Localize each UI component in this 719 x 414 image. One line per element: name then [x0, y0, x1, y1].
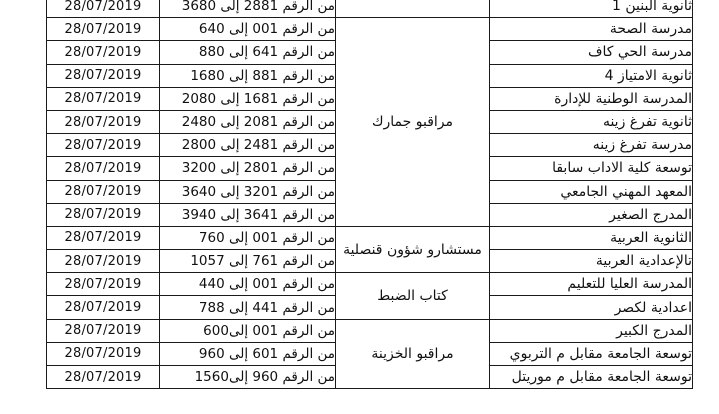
exam-date-cell: 28/07/2019 — [47, 226, 160, 249]
exam-center-name-cell: الثانوية العربية — [490, 226, 693, 249]
exam-date-cell: 28/07/2019 — [47, 342, 160, 365]
candidate-range-cell: من الرقم 2481 إلى 2800 — [160, 134, 336, 157]
candidate-range-cell: من الرقم 960 إلى1560 — [160, 366, 336, 389]
exam-center-name-cell: ثانوية البنين 1 — [490, 0, 693, 18]
competition-group-cell: كتاب الضبط — [336, 273, 490, 319]
exam-center-name-cell: توسعة كلية الاداب سابقا — [490, 157, 693, 180]
exam-center-name-cell: توسعة الجامعة مقابل م التربوي — [490, 342, 693, 365]
exam-center-name-cell: مدرسة الصحة — [490, 18, 693, 41]
table-row — [47, 0, 693, 18]
exam-date-cell: 28/07/2019 — [47, 250, 160, 273]
table-body — [47, 0, 693, 389]
competition-group-cell: مراقبو الخزينة — [336, 319, 490, 389]
table-row — [47, 226, 693, 249]
competition-group-cell: مستشارو شؤون قنصلية — [336, 226, 490, 272]
candidate-range-cell: من الرقم 441 إلى 788 — [160, 296, 336, 319]
exam-center-name-cell: المدرج الصغير — [490, 203, 693, 226]
exam-center-name-cell: مدرسة تفرغ زينه — [490, 134, 693, 157]
exam-date-cell: 28/07/2019 — [47, 273, 160, 296]
candidate-range-cell: من الرقم 601 إلى 960 — [160, 342, 336, 365]
competition-group-cell — [336, 0, 490, 18]
exam-date-cell: 28/07/2019 — [47, 134, 160, 157]
exam-date-cell: 28/07/2019 — [47, 41, 160, 64]
candidate-range-cell: من الرقم 3201 إلى 3640 — [160, 180, 336, 203]
candidate-range-cell: من الرقم 001 إلى 440 — [160, 273, 336, 296]
exam-center-name-cell: المدرج الكبير — [490, 319, 693, 342]
candidate-range-cell: من الرقم 1681 إلى 2080 — [160, 87, 336, 110]
candidate-range-cell: من الرقم 001 إلى 640 — [160, 18, 336, 41]
candidate-range-cell: من الرقم 2801 إلى 3200 — [160, 157, 336, 180]
exam-center-name-cell: توسعة الجامعة مقابل م موريتل — [490, 366, 693, 389]
candidate-range-cell: من الرقم 001 إلى 760 — [160, 226, 336, 249]
exam-date-cell: 28/07/2019 — [47, 296, 160, 319]
exam-date-cell: 28/07/2019 — [47, 319, 160, 342]
exam-centers-table — [46, 0, 693, 389]
exam-date-cell: 28/07/2019 — [47, 180, 160, 203]
candidate-range-cell: من الرقم 3641 إلى 3940 — [160, 203, 336, 226]
table-row — [47, 273, 693, 296]
exam-center-name-cell: ثانوية تفرغ زينه — [490, 110, 693, 133]
exam-center-name-cell: المعهد المهني الجامعي — [490, 180, 693, 203]
candidate-range-cell: من الرقم 641 إلى 880 — [160, 41, 336, 64]
exam-date-cell: 28/07/2019 — [47, 110, 160, 133]
candidate-range-cell: من الرقم 001 إلى600 — [160, 319, 336, 342]
exam-center-name-cell: المدرسة العليا للتعليم — [490, 273, 693, 296]
exam-center-name-cell: مدرسة الحي كاف — [490, 41, 693, 64]
exam-date-cell: 28/07/2019 — [47, 64, 160, 87]
exam-date-cell: 28/07/2019 — [47, 87, 160, 110]
exam-date-cell: 28/07/2019 — [47, 0, 160, 18]
exam-center-name-cell: تالإعدادية العربية — [490, 250, 693, 273]
candidate-range-cell: من الرقم 2881 إلى 3680 — [160, 0, 336, 18]
candidate-range-cell: من الرقم 761 إلى 1057 — [160, 250, 336, 273]
exam-date-cell: 28/07/2019 — [47, 203, 160, 226]
exam-center-name-cell: المدرسة الوطنية للإدارة — [490, 87, 693, 110]
exam-date-cell: 28/07/2019 — [47, 366, 160, 389]
exam-date-cell: 28/07/2019 — [47, 18, 160, 41]
candidate-range-cell: من الرقم 2081 إلى 2480 — [160, 110, 336, 133]
table-row — [47, 319, 693, 342]
candidate-range-cell: من الرقم 881 إلى 1680 — [160, 64, 336, 87]
exam-date-cell: 28/07/2019 — [47, 157, 160, 180]
competition-group-cell: مراقبو جمارك — [336, 18, 490, 227]
exam-center-name-cell: ثانوية الامتياز 4 — [490, 64, 693, 87]
table-row — [47, 18, 693, 41]
exam-center-name-cell: اعدادية لكصر — [490, 296, 693, 319]
